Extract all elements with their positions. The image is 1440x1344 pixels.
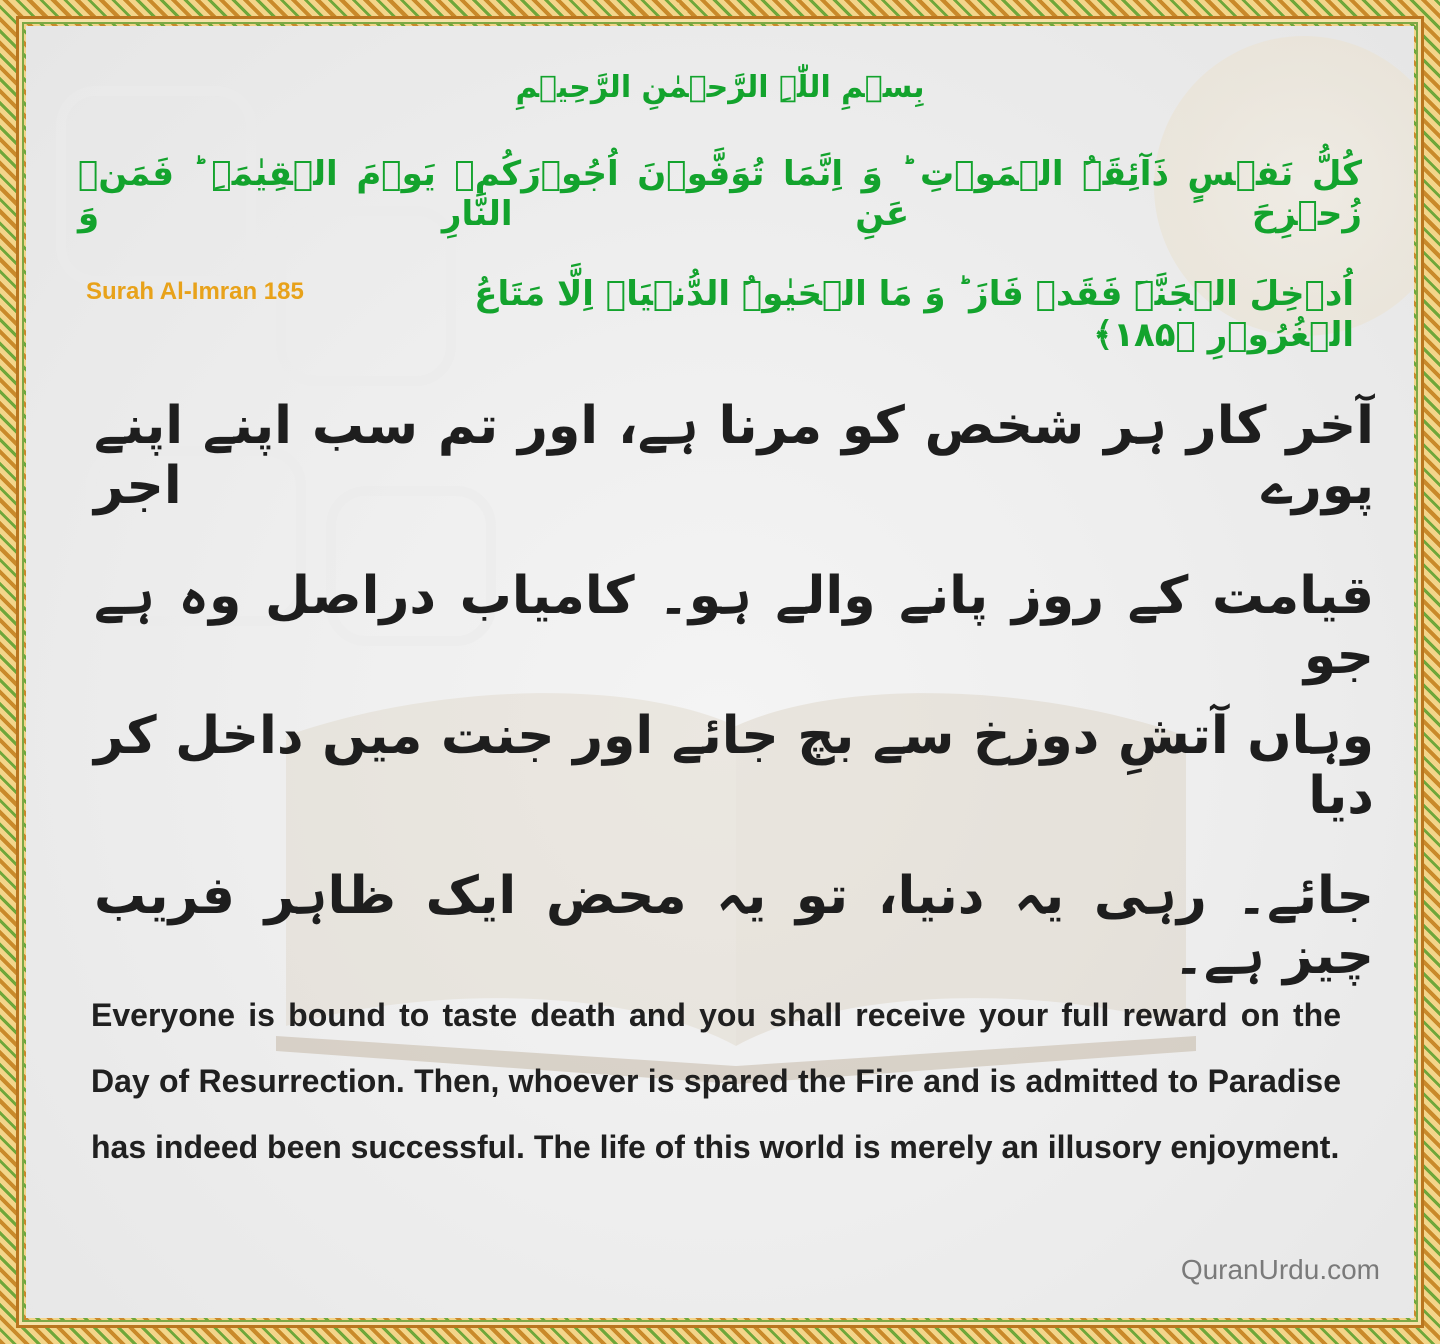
urdu-translation-line-2: قیامت کے روز پانے والے ہو۔ کامیاب دراصل وہ ہے جو xyxy=(94,566,1374,686)
urdu-translation-line-4: جائے۔ رہی یہ دنیا، تو یہ محض ایک ظاہر فریب چیز ہے۔ xyxy=(94,866,1374,986)
bismillah: بِسۡمِ اللّٰہِ الرَّحۡمٰنِ الرَّحِیۡمِ xyxy=(515,70,925,105)
arabic-verse-line-2: اُدۡخِلَ الۡجَنَّۃَ فَقَدۡ فَازَ ؕ وَ مَا الۡحَیٰوۃُ الدُّنۡیَاۤ اِلَّا مَتَاعُ الۡغُرُوۡرِ ﴿۱۸۵﴾ xyxy=(474,274,1354,355)
urdu-translation-line-1: آخر کار ہر شخص کو مرنا ہے، اور تم سب اپنے اپنے پورے اجر xyxy=(94,396,1374,516)
urdu-translation-line-3: وہاں آتشِ دوزخ سے بچ جائے اور جنت میں داخل کر دیا xyxy=(94,706,1374,826)
site-watermark: QuranUrdu.com xyxy=(1180,1254,1380,1285)
surah-reference: Surah Al-Imran 185 xyxy=(86,278,304,305)
english-translation: Everyone is bound to taste death and you shall receive your full reward on the Day of Resurrection. Then, whoever is spared the Fire and is admitted to Paradise has indeed been successful. The life of this world is merely an illusory enjoyment. xyxy=(91,997,1341,1165)
arabic-verse-line-1: کُلُّ نَفۡسٍ ذَآئِقَۃُ الۡمَوۡتِ ؕ وَ اِنَّمَا تُوَفَّوۡنَ اُجُوۡرَکُمۡ یَوۡمَ الۡقِیٰمَۃِ ؕ فَمَنۡ زُحۡزِحَ عَنِ النَّارِ وَ xyxy=(78,154,1362,234)
content-panel xyxy=(26,26,1414,1318)
